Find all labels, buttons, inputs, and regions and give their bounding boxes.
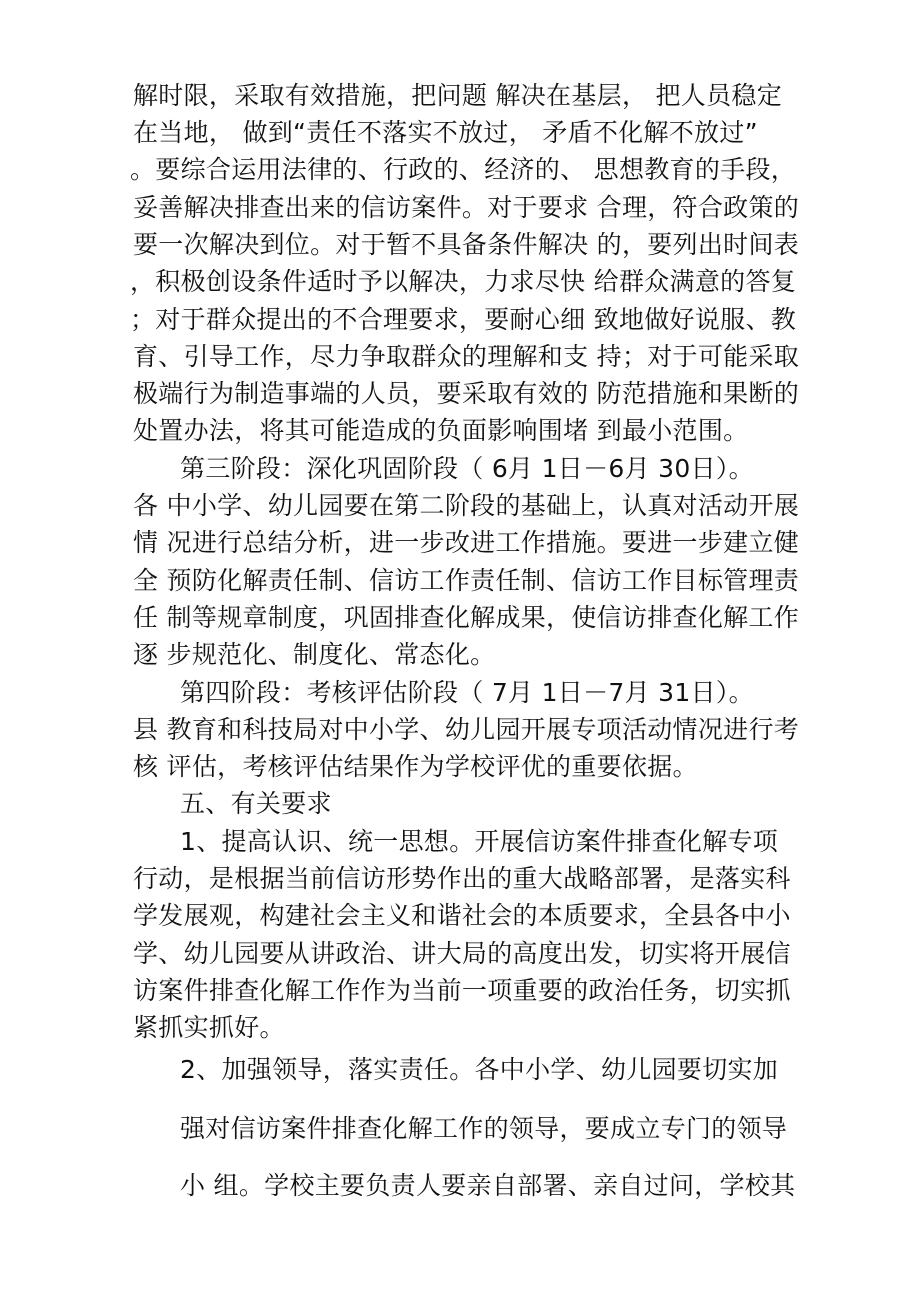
text-line: 学、幼儿园要从讲政治、讲大局的高度出发，切实将开展信 bbox=[133, 939, 791, 968]
text-line: 紧抓实抓好。 bbox=[133, 1013, 285, 1042]
stage-four-heading: 第四阶段：考核评估阶段（ 7月 1日－7月 31日）。 bbox=[180, 678, 754, 707]
text-line: 全 预防化解责任制、信访工作责任制、信访工作目标管理责 bbox=[133, 566, 800, 595]
text-line: 学发展观，构建社会主义和谐社会的本质要求，全县各中小 bbox=[133, 901, 791, 930]
text-line: 强对信访案件排查化解工作的领导，要成立专门的领导 bbox=[180, 1114, 788, 1143]
text-line: 在当地， 做到“责任不落实不放过， 矛盾不化解不放过” bbox=[133, 118, 758, 147]
text-line: 县 教育和科技局对中小学、幼儿园开展专项活动情况进行考 bbox=[133, 715, 800, 744]
text-line: 各 中小学、幼儿园要在第二阶段的基础上，认真对活动开展 bbox=[133, 491, 800, 520]
text-line: 处置办法，将其可能造成的负面影响围堵 到最小范围。 bbox=[133, 416, 749, 445]
section-heading: 五、有关要求 bbox=[180, 789, 332, 818]
text-line: 行动，是根据当前信访形势作出的重大战略部署，是落实科 bbox=[133, 864, 791, 893]
text-line: 育、引导工作，尽力争取群众的理解和支 持；对于可能采取 bbox=[133, 342, 800, 371]
text-line: 情 况进行总结分析，进一步改进工作措施。要进一步建立健 bbox=[133, 528, 800, 557]
text-line: 要一次解决到位。对于暂不具备条件解决 的，要列出时间表 bbox=[133, 230, 800, 259]
text-line: ，积极创设条件适时予以解决，力求尽快 给群众满意的答复 bbox=[130, 267, 797, 296]
text-line: 任 制等规章制度，巩固排查化解成果，使信访排查化解工作 bbox=[133, 603, 800, 632]
text-line: 1、提高认识、统一思想。开展信访案件排查化解专项 bbox=[180, 827, 779, 856]
text-line: 解时限，采取有效措施，把问题 解决在基层， 把人员稳定 bbox=[133, 81, 782, 110]
text-line: 小 组。学校主要负责人要亲自部署、亲自过问，学校其 bbox=[180, 1171, 796, 1200]
text-line: ；对于群众提出的不合理要求，要耐心细 致地做好说服、教 bbox=[130, 305, 797, 334]
text-line: 访案件排查化解工作作为当前一项重要的政治任务，切实抓 bbox=[133, 976, 791, 1005]
text-line: 核 评估，考核评估结果作为学校评优的重要依据。 bbox=[133, 752, 698, 781]
text-line: 逐 步规范化、制度化、常态化。 bbox=[133, 640, 496, 669]
text-line: 妥善解决排查出来的信访案件。对于要求 合理，符合政策的 bbox=[133, 193, 800, 222]
text-line: 。要综合运用法律的、行政的、经济的、 思想教育的手段， bbox=[130, 155, 797, 184]
text-line: 2、加强领导，落实责任。各中小学、幼儿园要切实加 bbox=[180, 1055, 779, 1084]
text-line: 极端行为制造事端的人员，要采取有效的 防范措施和果断的 bbox=[133, 379, 800, 408]
stage-three-heading: 第三阶段：深化巩固阶段（ 6月 1日－6月 30日）。 bbox=[180, 454, 754, 483]
